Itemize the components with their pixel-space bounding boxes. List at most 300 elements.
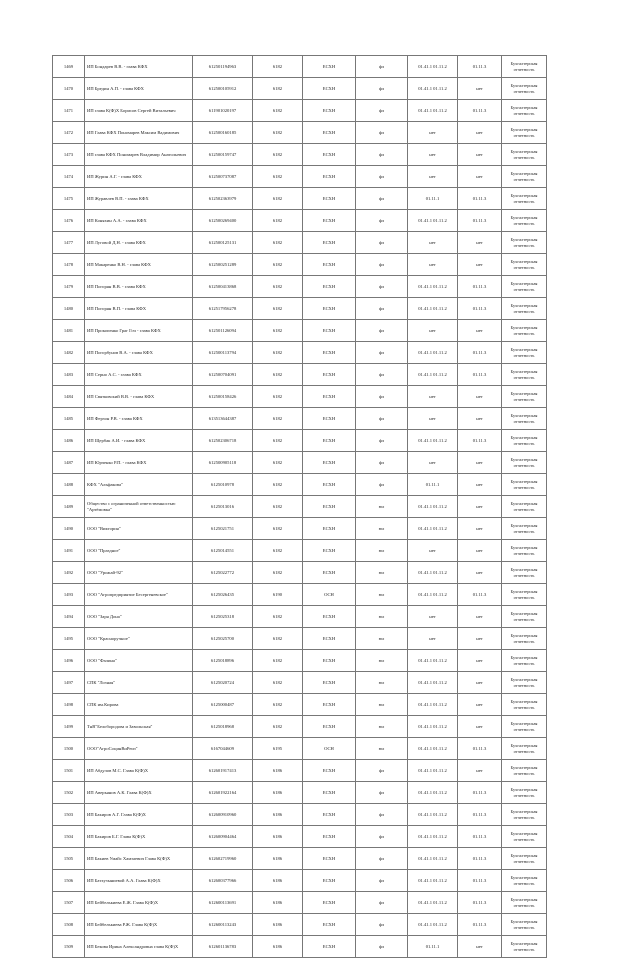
okved-main: 01.41.1 01.11.2 (408, 518, 458, 540)
entity-type: фл (356, 408, 408, 430)
okved-main: нет (408, 408, 458, 430)
inn-cell: 612501194963 (193, 56, 253, 78)
entity-name: ООО "Агропредприятие Бесергеневское" (85, 584, 193, 606)
entity-type: фл (356, 848, 408, 870)
report-type: Бухгалтерская отчетность (502, 738, 547, 760)
row-number: 1497 (53, 672, 85, 694)
table-row (53, 474, 547, 496)
tax-regime: ЕСХН (303, 386, 356, 408)
tax-office-code: 6182 (253, 232, 303, 254)
tax-regime: ЕСХН (303, 144, 356, 166)
table-row (53, 826, 547, 848)
entity-type: фл (356, 386, 408, 408)
entity-name: ИП Батхузыниевой А.А. Глава К(Ф)Х (85, 870, 193, 892)
table-row (53, 166, 547, 188)
tax-regime: ЕСХН (303, 342, 356, 364)
entity-type: фл (356, 804, 408, 826)
tax-regime: ЕСХН (303, 782, 356, 804)
row-number: 1500 (53, 738, 85, 760)
entity-type: юл (356, 694, 408, 716)
inn-cell: 612500251289 (193, 254, 253, 276)
table-row (53, 298, 547, 320)
okved-main: нет (408, 254, 458, 276)
row-number: 1480 (53, 298, 85, 320)
entity-name: СПК "Лозная" (85, 672, 193, 694)
entity-type: юл (356, 650, 408, 672)
inn-cell: 612601917413 (193, 760, 253, 782)
tax-regime: ЕСХН (303, 628, 356, 650)
row-number: 1472 (53, 122, 85, 144)
row-number: 1482 (53, 342, 85, 364)
row-number: 1489 (53, 496, 85, 518)
tax-office-code: 6186 (253, 804, 303, 826)
okved-main: 01.11.1 (408, 936, 458, 958)
entity-name: ИП Бейбелькиева Е.Ж. Глава К(Ф)Х (85, 892, 193, 914)
inn-cell: 611901020197 (193, 100, 253, 122)
entity-name: ИП Журавлев В.П. - глава КФХ (85, 188, 193, 210)
row-number: 1495 (53, 628, 85, 650)
table-row (53, 584, 547, 606)
entity-type: юл (356, 562, 408, 584)
okved-extra: нет (458, 78, 502, 100)
report-type: Бухгалтерская отчетность (502, 914, 547, 936)
okved-main: 01.41.1 01.11.2 (408, 826, 458, 848)
tax-office-code: 6182 (253, 122, 303, 144)
okved-main: 01.41.1 01.11.2 (408, 562, 458, 584)
report-type: Бухгалтерская отчетность (502, 342, 547, 364)
report-type: Бухгалтерская отчетность (502, 100, 547, 122)
okved-extra: 01.11.3 (458, 848, 502, 870)
entity-name: ИП Юрченко Р.П. - глава КФХ (85, 452, 193, 474)
okved-extra: 01.11.3 (458, 342, 502, 364)
entity-type: фл (356, 232, 408, 254)
table-row (53, 122, 547, 144)
table-row (53, 606, 547, 628)
table-row (53, 100, 547, 122)
okved-main: 01.41.1 01.11.2 (408, 496, 458, 518)
entity-name: ИП Щербак А.И. - глава КФХ (85, 430, 193, 452)
okved-main: нет (408, 122, 458, 144)
report-type: Бухгалтерская отчетность (502, 188, 547, 210)
report-type: Бухгалтерская отчетность (502, 562, 547, 584)
report-type: Бухгалтерская отчетность (502, 364, 547, 386)
row-number: 1507 (53, 892, 85, 914)
tax-regime: ЕСХН (303, 408, 356, 430)
okved-main: нет (408, 606, 458, 628)
okved-main: нет (408, 452, 458, 474)
inn-cell: 6125000487 (193, 694, 253, 716)
okved-main: 01.41.1 01.11.2 (408, 276, 458, 298)
report-type: Бухгалтерская отчетность (502, 144, 547, 166)
report-type: Бухгалтерская отчетность (502, 848, 547, 870)
tax-office-code: 6186 (253, 760, 303, 782)
entity-type: фл (356, 276, 408, 298)
tax-regime: ЕСХН (303, 826, 356, 848)
okved-extra: нет (458, 562, 502, 584)
okved-extra: нет (458, 606, 502, 628)
tax-office-code: 6182 (253, 430, 303, 452)
entity-type: юл (356, 672, 408, 694)
entity-name: ИП Прокопенко Граг Гоч - глава КФХ (85, 320, 193, 342)
inn-cell: 612500113794 (193, 342, 253, 364)
row-number: 1502 (53, 782, 85, 804)
table-row (53, 892, 547, 914)
row-number: 1490 (53, 518, 85, 540)
row-number: 1499 (53, 716, 85, 738)
tax-office-code: 6186 (253, 870, 303, 892)
okved-extra: 01.11.3 (458, 298, 502, 320)
report-type: Бухгалтерская отчетность (502, 892, 547, 914)
tax-office-code: 6182 (253, 342, 303, 364)
entity-type: юл (356, 518, 408, 540)
okved-main: 01.41.1 01.11.2 (408, 716, 458, 738)
tax-regime: ЕСХН (303, 892, 356, 914)
entity-name: ИП Макаренко В.Н. - глава КФХ (85, 254, 193, 276)
entity-name: ООО "Заря Дона" (85, 606, 193, 628)
tax-office-code: 6182 (253, 56, 303, 78)
report-type: Бухгалтерская отчетность (502, 760, 547, 782)
entity-name: ТнВ"Белобородова и Завольская" (85, 716, 193, 738)
entity-name: Общество с ограниченной ответственностью "Артёмовка" (85, 496, 193, 518)
entity-name: ИП Коняхин А.А. - глава КФХ (85, 210, 193, 232)
entity-type: фл (356, 56, 408, 78)
tax-regime: ЕСХН (303, 650, 356, 672)
table-row (53, 188, 547, 210)
okved-main: нет (408, 232, 458, 254)
table-row (53, 452, 547, 474)
okved-main: 01.41.1 01.11.2 (408, 848, 458, 870)
tax-office-code: 6182 (253, 210, 303, 232)
okved-main: нет (408, 386, 458, 408)
table-row (53, 276, 547, 298)
okved-main: 01.41.1 01.11.2 (408, 78, 458, 100)
inn-cell: 6125018896 (193, 650, 253, 672)
entity-type: фл (356, 78, 408, 100)
tax-regime: ЕСХН (303, 122, 356, 144)
tax-office-code: 6195 (253, 738, 303, 760)
tax-regime: ЕСХН (303, 452, 356, 474)
entity-type: фл (356, 870, 408, 892)
okved-extra: 01.11.3 (458, 430, 502, 452)
okved-extra: нет (458, 936, 502, 958)
inn-cell: 612500125131 (193, 232, 253, 254)
inn-cell: 6125010978 (193, 474, 253, 496)
inn-cell: 6125021751 (193, 518, 253, 540)
okved-main: 01.41.1 01.11.2 (408, 914, 458, 936)
inn-cell: 612500105912 (193, 78, 253, 100)
entity-type: фл (356, 826, 408, 848)
tax-regime: ЕСХН (303, 496, 356, 518)
tax-regime: ЕСХН (303, 320, 356, 342)
table-row (53, 254, 547, 276)
entity-name: ИП глава К(Ф)Х Борисов Сергей Витальевич (85, 100, 193, 122)
report-type: Бухгалтерская отчетность (502, 254, 547, 276)
entity-name: ООО "Урожай-92" (85, 562, 193, 584)
inn-cell: 612500737087 (193, 166, 253, 188)
entity-type: фл (356, 298, 408, 320)
table-row (53, 694, 547, 716)
okved-main: 01.41.1 01.11.2 (408, 430, 458, 452)
tax-regime: ЕСХН (303, 56, 356, 78)
report-type: Бухгалтерская отчетность (502, 430, 547, 452)
tax-regime: ЕСХН (303, 364, 356, 386)
entity-name: СПК им.Кирова (85, 694, 193, 716)
table-row (53, 760, 547, 782)
okved-main: нет (408, 166, 458, 188)
entity-name: ООО "Виктория" (85, 518, 193, 540)
okved-extra: нет (458, 672, 502, 694)
tax-regime: ЕСХН (303, 804, 356, 826)
okved-main: 01.41.1 01.11.2 (408, 364, 458, 386)
entity-name: ИП Погорян В.П. - глава КФХ (85, 298, 193, 320)
entity-name: ИП Серно А.С. - глава КФХ (85, 364, 193, 386)
tax-regime: ЕСХН (303, 936, 356, 958)
tax-regime: ЕСХН (303, 100, 356, 122)
entity-type: юл (356, 628, 408, 650)
inn-cell: 612502363979 (193, 188, 253, 210)
document-page (52, 55, 546, 958)
entity-name: КФХ "Альфакова" (85, 474, 193, 496)
okved-extra: 01.11.3 (458, 782, 502, 804)
entity-name: ИП Бакиров А.Г. Глава К(Ф)Х (85, 804, 193, 826)
entity-type: юл (356, 496, 408, 518)
okved-extra: 01.11.3 (458, 276, 502, 298)
tax-regime: ЕСХН (303, 166, 356, 188)
row-number: 1503 (53, 804, 85, 826)
tax-regime: ЕСХН (303, 518, 356, 540)
okved-extra: нет (458, 386, 502, 408)
tax-office-code: 6182 (253, 78, 303, 100)
report-type: Бухгалтерская отчетность (502, 78, 547, 100)
entity-type: фл (356, 166, 408, 188)
report-type: Бухгалтерская отчетность (502, 826, 547, 848)
okved-extra: 01.11.3 (458, 804, 502, 826)
table-row (53, 232, 547, 254)
tax-regime: ЕСХН (303, 870, 356, 892)
inn-cell: 612601922164 (193, 782, 253, 804)
table-row (53, 386, 547, 408)
okved-main: 01.41.1 01.11.2 (408, 694, 458, 716)
okved-main: 01.41.1 01.11.2 (408, 298, 458, 320)
row-number: 1491 (53, 540, 85, 562)
tax-office-code: 6186 (253, 936, 303, 958)
tax-regime: ЕСХН (303, 606, 356, 628)
table-row (53, 408, 547, 430)
report-type: Бухгалтерская отчетность (502, 518, 547, 540)
okved-extra: нет (458, 694, 502, 716)
row-number: 1469 (53, 56, 85, 78)
inn-cell: 6125022772 (193, 562, 253, 584)
tax-office-code: 6182 (253, 694, 303, 716)
entity-type: фл (356, 100, 408, 122)
entity-type: фл (356, 210, 408, 232)
inn-cell: 6125026435 (193, 584, 253, 606)
inn-cell: 612500158426 (193, 386, 253, 408)
okved-extra: нет (458, 408, 502, 430)
report-type: Бухгалтерская отчетность (502, 122, 547, 144)
table-row (53, 56, 547, 78)
okved-extra: нет (458, 474, 502, 496)
inn-cell: 612502306718 (193, 430, 253, 452)
okved-extra: нет (458, 628, 502, 650)
inn-cell: 6167044609 (193, 738, 253, 760)
tax-office-code: 6186 (253, 914, 303, 936)
okved-main: 01.41.1 01.11.2 (408, 56, 458, 78)
report-type: Бухгалтерская отчетность (502, 386, 547, 408)
entity-type: фл (356, 144, 408, 166)
entity-name: ИП Абдулов М.С. Глава К(Ф)Х (85, 760, 193, 782)
table-row (53, 914, 547, 936)
inn-cell: 613513644387 (193, 408, 253, 430)
table-row (53, 144, 547, 166)
row-number: 1485 (53, 408, 85, 430)
tax-regime: ЕСХН (303, 232, 356, 254)
report-type: Бухгалтерская отчетность (502, 276, 547, 298)
row-number: 1492 (53, 562, 85, 584)
okved-extra: нет (458, 496, 502, 518)
table-row (53, 650, 547, 672)
report-type: Бухгалтерская отчетность (502, 166, 547, 188)
entity-name: ИП Ферзон Р.В. - глава КФХ (85, 408, 193, 430)
okved-extra: 01.11.3 (458, 188, 502, 210)
okved-main: нет (408, 540, 458, 562)
table-row (53, 936, 547, 958)
okved-extra: 01.11.3 (458, 584, 502, 606)
table-row (53, 496, 547, 518)
report-type: Бухгалтерская отчетность (502, 408, 547, 430)
entity-name: ИП Бекова Ирина Александровна глава К(Ф)Х (85, 936, 193, 958)
row-number: 1501 (53, 760, 85, 782)
okved-extra: нет (458, 716, 502, 738)
tax-office-code: 6182 (253, 166, 303, 188)
inn-cell: 6125013016 (193, 496, 253, 518)
row-number: 1487 (53, 452, 85, 474)
inn-cell: 612500704091 (193, 364, 253, 386)
entity-type: юл (356, 738, 408, 760)
table-row (53, 562, 547, 584)
report-type: Бухгалтерская отчетность (502, 232, 547, 254)
entity-name: ИП глава КФХ Пономарев Владимир Анатольевич (85, 144, 193, 166)
row-number: 1474 (53, 166, 85, 188)
entity-name: ИП Бредин А.П. - глава КФХ (85, 78, 193, 100)
entity-name: ИП Бондарев В.В. - глава КФХ (85, 56, 193, 78)
inn-cell: 6125018968 (193, 716, 253, 738)
tax-regime: ЕСХН (303, 760, 356, 782)
okved-extra: нет (458, 254, 502, 276)
tax-regime: ОСН (303, 738, 356, 760)
inn-cell: 612500413868 (193, 276, 253, 298)
tax-office-code: 6186 (253, 782, 303, 804)
tax-regime: ЕСХН (303, 914, 356, 936)
inn-cell: 612600113691 (193, 892, 253, 914)
tax-regime: ЕСХН (303, 848, 356, 870)
entity-type: фл (356, 892, 408, 914)
okved-main: 01.41.1 01.11.2 (408, 804, 458, 826)
registry-table (52, 55, 547, 958)
table-row (53, 518, 547, 540)
report-type: Бухгалтерская отчетность (502, 56, 547, 78)
tax-regime: ЕСХН (303, 254, 356, 276)
inn-cell: 612501126094 (193, 320, 253, 342)
inn-cell: 6125025318 (193, 606, 253, 628)
row-number: 1509 (53, 936, 85, 958)
row-number: 1496 (53, 650, 85, 672)
report-type: Бухгалтерская отчетность (502, 584, 547, 606)
tax-office-code: 6182 (253, 408, 303, 430)
report-type: Бухгалтерская отчетность (502, 804, 547, 826)
entity-name: ИП Аверьянов А.К. Глава К(Ф)Х (85, 782, 193, 804)
tax-office-code: 6182 (253, 386, 303, 408)
entity-type: фл (356, 320, 408, 342)
row-number: 1481 (53, 320, 85, 342)
row-number: 1498 (53, 694, 85, 716)
inn-cell: 612500905118 (193, 452, 253, 474)
entity-type: юл (356, 584, 408, 606)
tax-regime: ЕСХН (303, 210, 356, 232)
entity-name: ООО"АгроСоцинВиРеиз" (85, 738, 193, 760)
entity-name: ИП Погорбунов В.А. - глава КФХ (85, 342, 193, 364)
okved-main: 01.41.1 01.11.2 (408, 342, 458, 364)
report-type: Бухгалтерская отчетность (502, 474, 547, 496)
okved-main: 01.41.1 01.11.2 (408, 782, 458, 804)
report-type: Бухгалтерская отчетность (502, 936, 547, 958)
report-type: Бухгалтерская отчетность (502, 210, 547, 232)
report-type: Бухгалтерская отчетность (502, 694, 547, 716)
tax-regime: ЕСХН (303, 78, 356, 100)
table-row (53, 210, 547, 232)
okved-main: 01.11.1 (408, 188, 458, 210)
tax-office-code: 6182 (253, 320, 303, 342)
okved-main: 01.41.1 01.11.2 (408, 738, 458, 760)
tax-office-code: 6182 (253, 144, 303, 166)
inn-cell: 612500159747 (193, 144, 253, 166)
okved-main: 01.41.1 01.11.2 (408, 650, 458, 672)
tax-office-code: 6182 (253, 474, 303, 496)
okved-extra: нет (458, 518, 502, 540)
row-number: 1470 (53, 78, 85, 100)
row-number: 1508 (53, 914, 85, 936)
okved-extra: нет (458, 122, 502, 144)
tax-regime: ЕСХН (303, 276, 356, 298)
table-row (53, 804, 547, 826)
okved-main: 01.11.1 (408, 474, 458, 496)
table-row (53, 782, 547, 804)
entity-name: ООО "Фалина" (85, 650, 193, 672)
inn-cell: 612600904464 (193, 826, 253, 848)
table-row (53, 738, 547, 760)
entity-type: фл (356, 122, 408, 144)
entity-name: ООО "Праздное" (85, 540, 193, 562)
table-row (53, 628, 547, 650)
entity-name: ИП Бакиев Умайс Хамзаевич Глава К(Ф)Х (85, 848, 193, 870)
tax-regime: ЕСХН (303, 188, 356, 210)
tax-regime: ЕСХН (303, 474, 356, 496)
row-number: 1479 (53, 276, 85, 298)
inn-cell: 612500269400 (193, 210, 253, 232)
okved-extra: нет (458, 540, 502, 562)
entity-name: ИП Бейбелькиева Р.Ж. Глава К(Ф)Х (85, 914, 193, 936)
okved-extra: нет (458, 232, 502, 254)
tax-office-code: 6182 (253, 452, 303, 474)
tax-office-code: 6182 (253, 562, 303, 584)
row-number: 1473 (53, 144, 85, 166)
report-type: Бухгалтерская отчетность (502, 452, 547, 474)
row-number: 1478 (53, 254, 85, 276)
okved-main: 01.41.1 01.11.2 (408, 100, 458, 122)
okved-extra: 01.11.3 (458, 210, 502, 232)
okved-extra: нет (458, 166, 502, 188)
inn-cell: 612600377966 (193, 870, 253, 892)
